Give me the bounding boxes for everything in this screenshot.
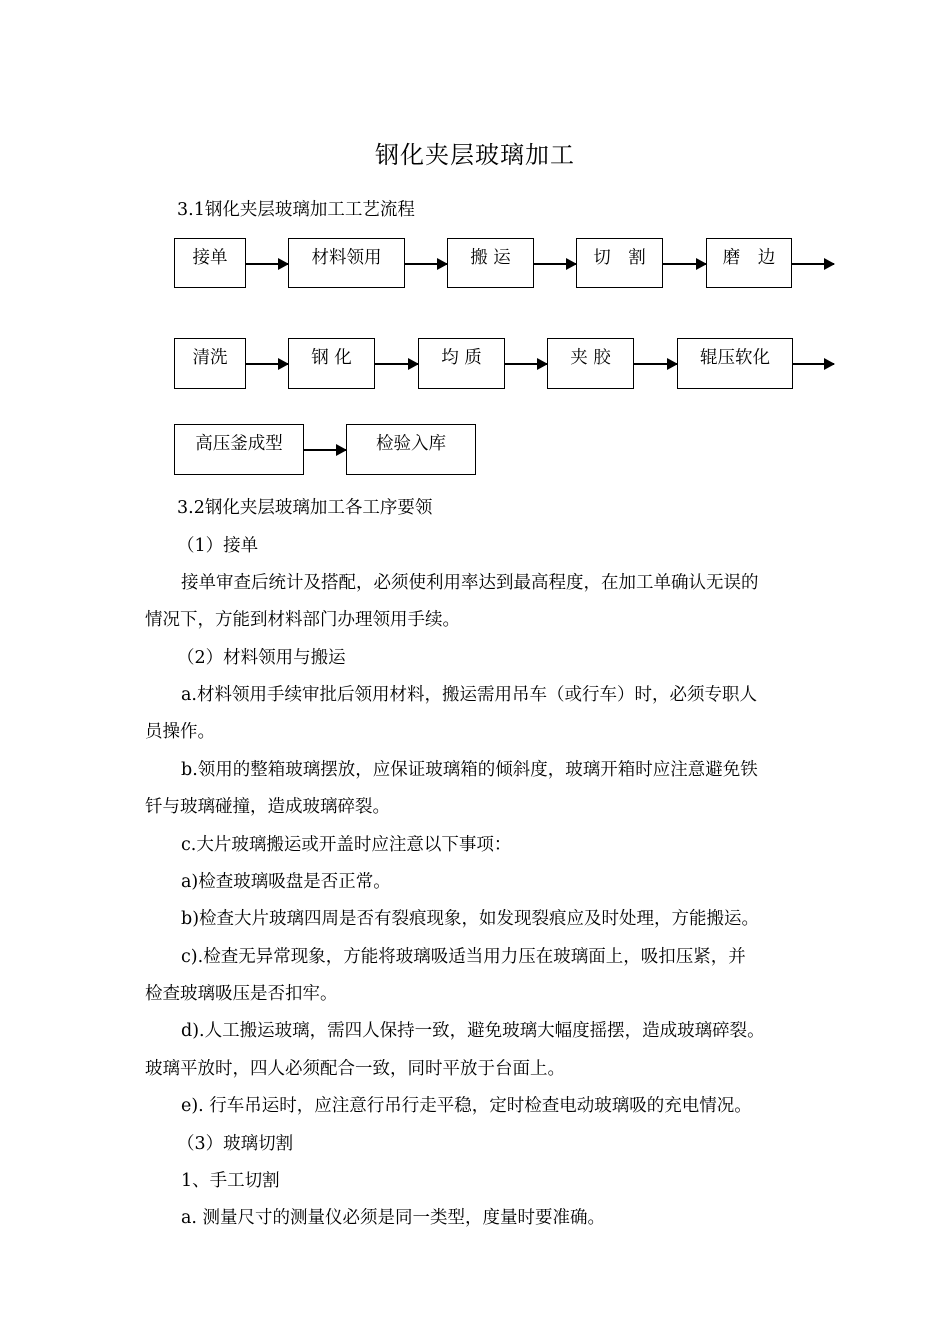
paragraph-line: a)检查玻璃吸盘是否正常。 bbox=[181, 872, 391, 892]
flow-arrow bbox=[534, 263, 576, 265]
flow-arrow bbox=[375, 363, 418, 365]
paragraph-line: 情况下，方能到材料部门办理领用手续。 bbox=[145, 610, 460, 630]
flow-step-cutting: 切 割 bbox=[576, 238, 663, 288]
flow-step-tempering: 钢 化 bbox=[288, 338, 375, 389]
paragraph-line: 员操作。 bbox=[145, 722, 215, 742]
paragraph-line: 钎与玻璃碰撞，造成玻璃碎裂。 bbox=[145, 797, 390, 817]
paragraph-line: 检查玻璃吸压是否扣牢。 bbox=[145, 984, 338, 1004]
paragraph-line: e). 行车吊运时，应注意行吊行走平稳，定时检查电动玻璃吸的充电情况。 bbox=[181, 1096, 752, 1116]
flow-arrow bbox=[405, 263, 447, 265]
subheading: （2）材料领用与搬运 bbox=[177, 648, 346, 668]
flow-step-transport: 搬 运 bbox=[447, 238, 534, 288]
subheading: （3）玻璃切割 bbox=[177, 1134, 294, 1154]
flow-arrow bbox=[793, 363, 834, 365]
paragraph-line: a. 测量尺寸的测量仪必须是同一类型，度量时要准确。 bbox=[181, 1208, 606, 1228]
flow-step-washing: 清洗 bbox=[174, 338, 246, 389]
flow-arrow bbox=[634, 363, 677, 365]
paragraph-line: c.大片玻璃搬运或开盖时应注意以下事项： bbox=[181, 835, 512, 855]
flow-arrow bbox=[304, 449, 346, 451]
flow-arrow bbox=[792, 263, 834, 265]
flow-step-autoclave: 高压釜成型 bbox=[174, 424, 304, 475]
subheading: （1）接单 bbox=[177, 536, 259, 556]
paragraph-line: 1、手工切割 bbox=[181, 1171, 280, 1191]
paragraph-line: 玻璃平放时，四人必须配合一致，同时平放于台面上。 bbox=[145, 1059, 565, 1079]
flow-arrow bbox=[246, 263, 288, 265]
paragraph-line: d).人工搬运玻璃，需四人保持一致，避免玻璃大幅度摇摆，造成玻璃碎裂。 bbox=[181, 1021, 765, 1041]
paragraph-line: a.材料领用手续审批后领用材料，搬运需用吊车（或行车）时，必须专职人 bbox=[181, 685, 757, 705]
section-heading-flow: 3.1钢化夹层玻璃加工工艺流程 bbox=[177, 200, 415, 220]
flow-step-roller-press: 辊压软化 bbox=[677, 338, 793, 389]
flow-step-material-requisition: 材料领用 bbox=[288, 238, 405, 288]
page-title: 钢化夹层玻璃加工 bbox=[375, 141, 575, 169]
paragraph-line: b.领用的整箱玻璃摆放，应保证玻璃箱的倾斜度，玻璃开箱时应注意避免铁 bbox=[181, 760, 758, 780]
flow-step-laminating: 夹 胶 bbox=[547, 338, 634, 389]
flow-step-heat-soak: 均 质 bbox=[418, 338, 505, 389]
section-heading-procedures: 3.2钢化夹层玻璃加工各工序要领 bbox=[177, 498, 433, 518]
paragraph-line: b)检查大片玻璃四周是否有裂痕现象，如发现裂痕应及时处理，方能搬运。 bbox=[181, 909, 760, 929]
flow-step-inspection-storage: 检验入库 bbox=[346, 424, 476, 475]
paragraph-line: 接单审查后统计及搭配，必须使利用率达到最高程度，在加工单确认无误的 bbox=[181, 573, 759, 593]
flow-arrow bbox=[246, 363, 288, 365]
flow-step-edging: 磨 边 bbox=[706, 238, 792, 288]
flow-arrow bbox=[663, 263, 706, 265]
flow-arrow bbox=[505, 363, 547, 365]
paragraph-line: c).检查无异常现象，方能将玻璃吸适当用力压在玻璃面上，吸扣压紧，并 bbox=[181, 947, 746, 967]
flow-step-receive-order: 接单 bbox=[174, 238, 246, 288]
